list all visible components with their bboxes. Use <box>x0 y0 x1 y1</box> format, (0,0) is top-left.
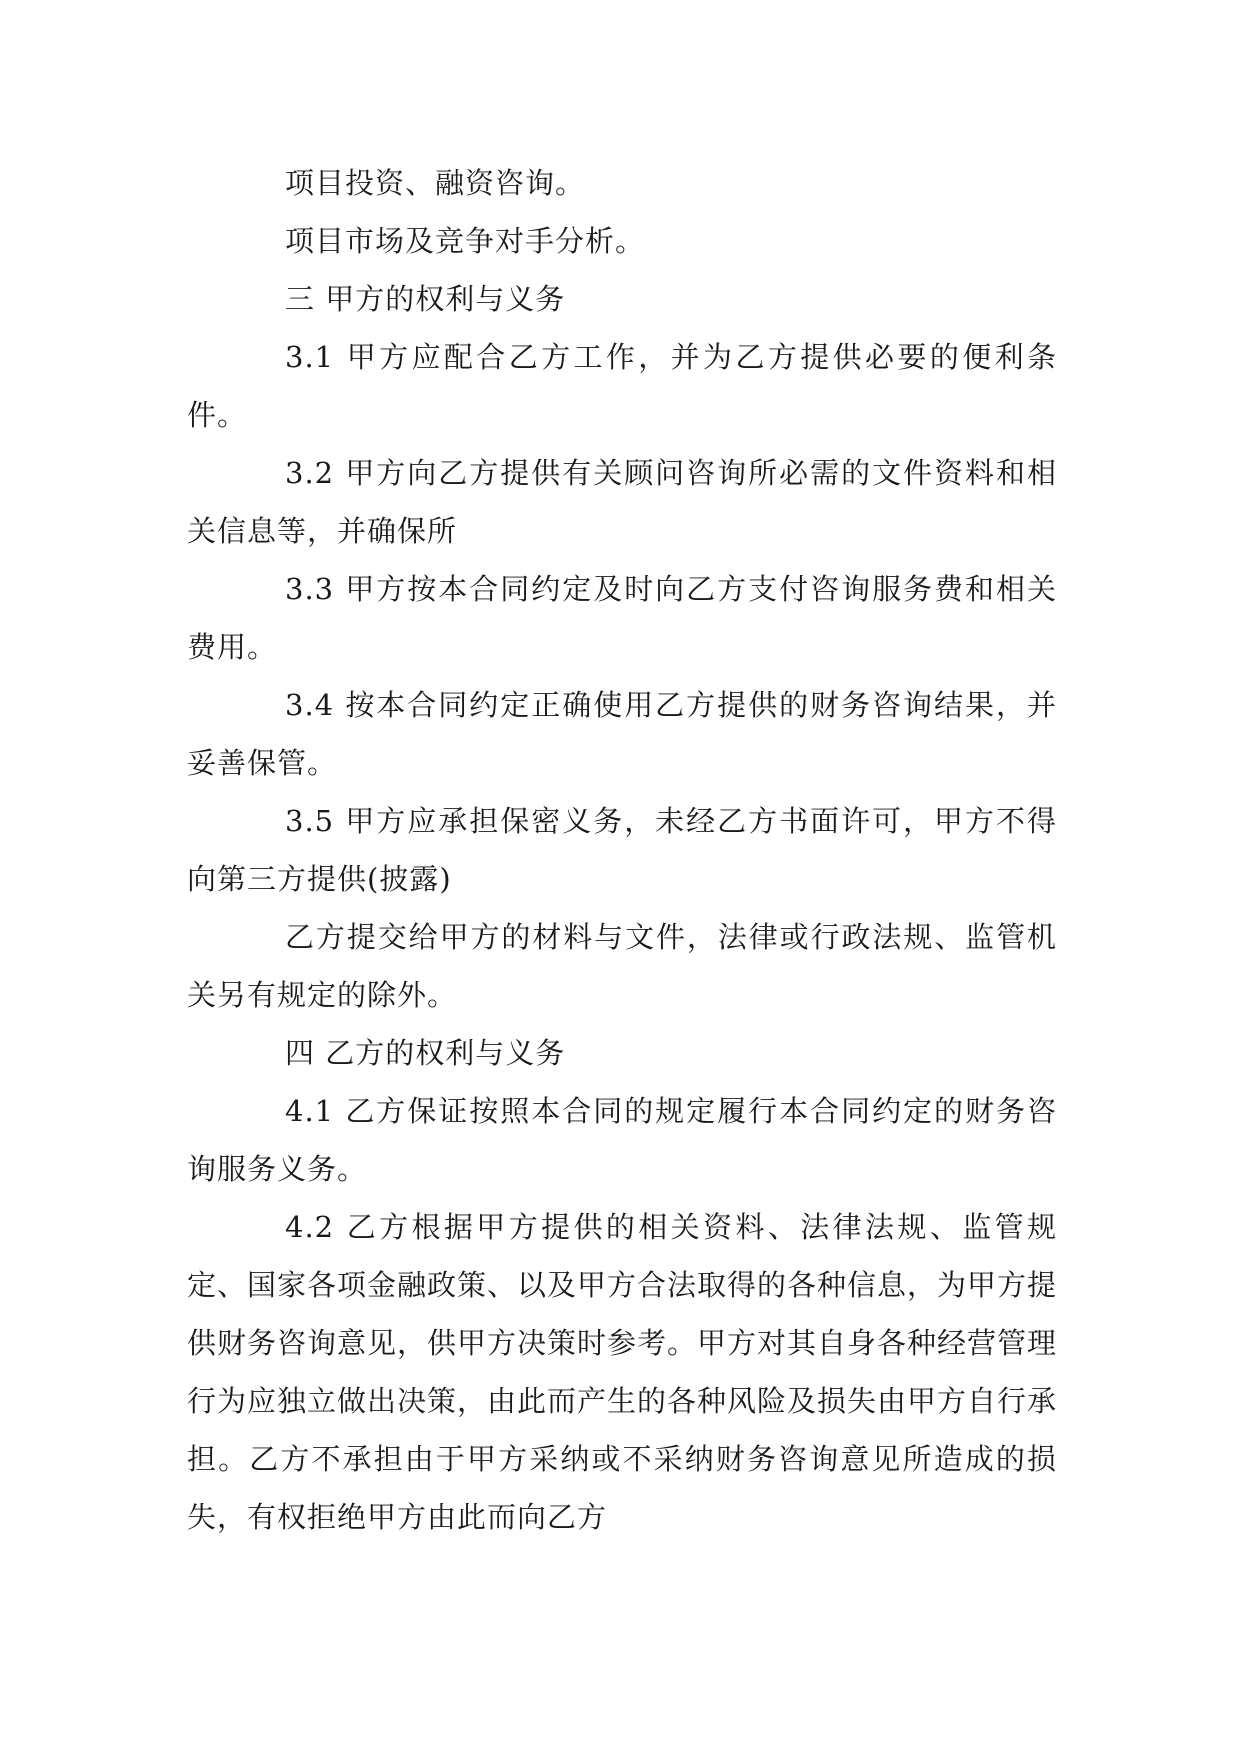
paragraph-market-analysis: 项目市场及竞争对手分析。 <box>285 224 646 258</box>
clause-3-5: 3.5 甲方应承担保密义务，未经乙方书面许可，甲方不得向第三方提供(披露) <box>187 804 1057 896</box>
clause-3-5-continued: 乙方提交给甲方的材料与文件，法律或行政法规、监管机关另有规定的除外。 <box>187 920 1057 1012</box>
clause-3-3: 3.3 甲方按本合同约定及时向乙方支付咨询服务费和相关费用。 <box>187 572 1057 664</box>
clause-3-1: 3.1 甲方应配合乙方工作，并为乙方提供必要的便利条件。 <box>187 340 1057 432</box>
section-heading-party-a: 三 甲方的权利与义务 <box>285 282 566 316</box>
section-heading-party-b: 四 乙方的权利与义务 <box>285 1036 566 1070</box>
document-page <box>187 154 1057 1546</box>
clause-4-2: 4.2 乙方根据甲方提供的相关资料、法律法规、监管规定、国家各项金融政策、以及甲方合法取得的各种信息，为甲方提供财务咨询意见，供甲方决策时参考。甲方对其自身各种经营管理行为应独立做出决策，由此而产生的各种风险及损失由甲方自行承担。乙方不承担由于甲方采纳或不采纳财务咨询意见所造成的损失，有权拒绝甲方由此而向乙方 <box>187 1210 1058 1534</box>
clause-3-4: 3.4 按本合同约定正确使用乙方提供的财务咨询结果，并妥善保管。 <box>187 688 1057 780</box>
paragraph-item-investment-consulting: 项目投资、融资咨询。 <box>285 166 586 200</box>
clause-3-2: 3.2 甲方向乙方提供有关顾问咨询所必需的文件资料和相关信息等，并确保所 <box>187 456 1057 548</box>
clause-4-1: 4.1 乙方保证按照本合同的规定履行本合同约定的财务咨询服务义务。 <box>187 1094 1057 1186</box>
